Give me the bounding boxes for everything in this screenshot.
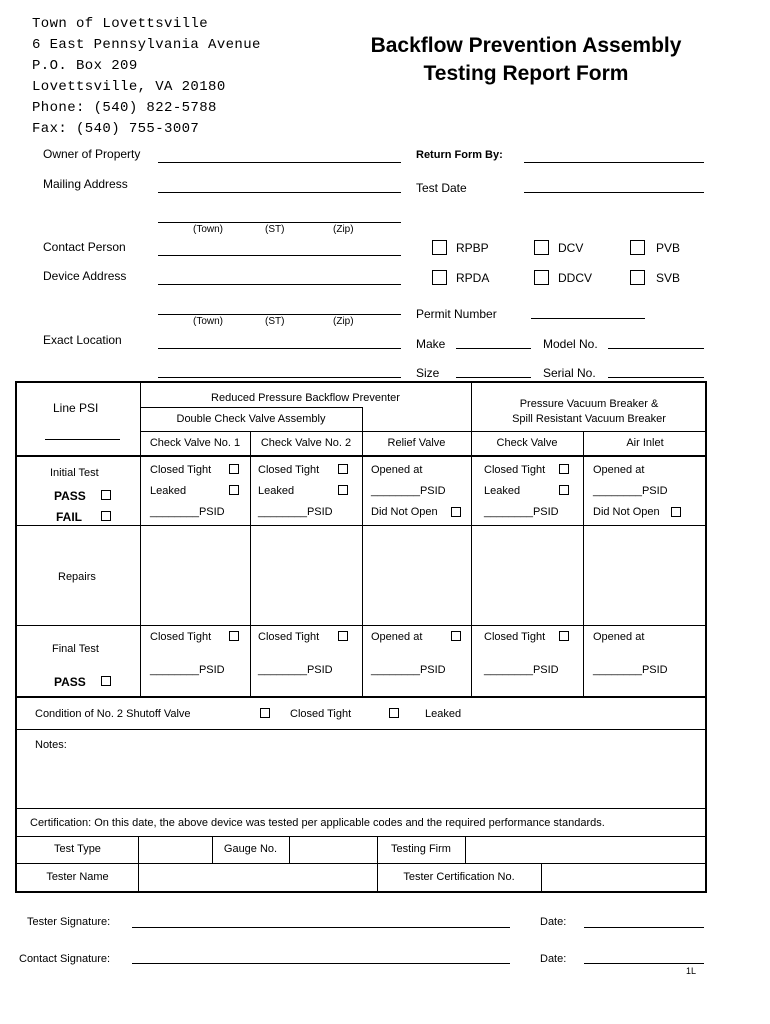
contact-person-field[interactable] (158, 255, 401, 256)
size-label: Size (416, 366, 440, 380)
divider (362, 407, 363, 696)
final-pass-label: PASS (54, 675, 86, 689)
cv1-closed-tight-label: Closed Tight (150, 464, 212, 476)
air-inlet-opened-at-label: Opened at (593, 464, 645, 476)
initial-fail-checkbox[interactable] (101, 511, 111, 521)
test-date-label: Test Date (416, 181, 467, 195)
relief-did-not-open-label: Did Not Open (371, 506, 438, 518)
divider (15, 525, 707, 526)
air-inlet-did-not-open-label: Did Not Open (593, 506, 660, 518)
pvb-cv-closed-tight-checkbox[interactable] (559, 464, 569, 474)
device-city-field[interactable] (158, 314, 401, 315)
make-label: Make (416, 337, 446, 351)
exact-location-field[interactable] (158, 348, 401, 349)
city-state-zip: Lovettsville, VA 20180 (32, 79, 226, 95)
repairs-label: Repairs (58, 571, 96, 583)
tester-name-label: Tester Name (46, 871, 109, 883)
mailing-address-label: Mailing Address (43, 177, 128, 191)
cv2-leaked-label: Leaked (258, 485, 295, 497)
phone-number: Phone: (540) 822-5788 (32, 100, 217, 116)
testing-firm-field[interactable] (466, 837, 705, 862)
rpbp-label: RPBP (456, 241, 489, 255)
divider (15, 729, 707, 730)
final-air-inlet-opened-at-label: Opened at (593, 631, 645, 643)
size-field[interactable] (456, 377, 531, 378)
dcv-checkbox[interactable] (534, 240, 549, 255)
line-psi-field[interactable] (45, 439, 120, 440)
make-field[interactable] (456, 348, 531, 349)
mailing-address-field[interactable] (158, 192, 401, 193)
cv2-closed-tight-label: Closed Tight (258, 464, 320, 476)
town-hint: (Town) (193, 224, 224, 235)
final-pvb-cv-psid: ________PSID (484, 664, 559, 676)
tester-date-label: Date: (540, 916, 567, 928)
cv1-leaked-checkbox[interactable] (229, 485, 239, 495)
relief-did-not-open-checkbox[interactable] (451, 507, 461, 517)
cv2-closed-tight-checkbox[interactable] (338, 464, 348, 474)
shutoff-condition-label: Condition of No. 2 Shutoff Valve (35, 708, 191, 720)
col-relief-valve: Relief Valve (387, 437, 446, 449)
dcv-header: Double Check Valve Assembly (176, 413, 326, 425)
initial-fail-label: FAIL (56, 510, 82, 524)
svb-checkbox[interactable] (630, 270, 645, 285)
pvb-header-1: Pressure Vacuum Breaker & (519, 398, 659, 410)
final-relief-opened-at-label: Opened at (371, 631, 423, 643)
rpda-label: RPDA (456, 271, 490, 285)
initial-test-label: Initial Test (50, 467, 99, 479)
certification-text: Certification: On this date, the above device was tested per applicable codes and the required performance standards. (30, 817, 605, 829)
test-type-label: Test Type (54, 843, 101, 855)
pvb-header-2: Spill Resistant Vacuum Breaker (512, 413, 666, 425)
town-hint: (Town) (193, 316, 224, 327)
zip-hint: (Zip) (333, 316, 354, 327)
tester-cert-field[interactable] (542, 864, 705, 891)
notes-area[interactable] (17, 752, 705, 806)
cv1-leaked-label: Leaked (150, 485, 187, 497)
permit-number-field[interactable] (531, 318, 645, 319)
col-check-valve-2: Check Valve No. 2 (260, 437, 352, 449)
tester-cert-label: Tester Certification No. (403, 871, 515, 883)
contact-date-label: Date: (540, 953, 567, 965)
pvb-cv-closed-tight-label: Closed Tight (484, 464, 546, 476)
final-pvb-cv-closed-tight-checkbox[interactable] (559, 631, 569, 641)
divider (140, 407, 362, 408)
final-cv2-closed-tight-label: Closed Tight (258, 631, 320, 643)
divider (15, 625, 707, 626)
contact-signature-field[interactable] (132, 963, 510, 964)
divider (15, 808, 707, 809)
divider (471, 381, 472, 696)
relief-psid: ________PSID (371, 485, 446, 497)
return-by-label: Return Form By: (416, 149, 503, 161)
town-name: Town of Lovettsville (32, 16, 209, 32)
model-field[interactable] (608, 348, 704, 349)
mailing-city-field[interactable] (158, 222, 401, 223)
tester-signature-label: Tester Signature: (27, 916, 111, 928)
contact-date-field[interactable] (584, 963, 704, 964)
tester-date-field[interactable] (584, 927, 704, 928)
col-check-valve-1: Check Valve No. 1 (149, 437, 241, 449)
col-check-valve: Check Valve (496, 437, 558, 449)
cv1-closed-tight-checkbox[interactable] (229, 464, 239, 474)
final-cv1-closed-tight-label: Closed Tight (150, 631, 212, 643)
final-cv1-closed-tight-checkbox[interactable] (229, 631, 239, 641)
initial-pass-label: PASS (54, 489, 86, 503)
ddcv-checkbox[interactable] (534, 270, 549, 285)
tester-name-field[interactable] (139, 864, 376, 891)
dcv-label: DCV (558, 241, 584, 255)
col-air-inlet: Air Inlet (626, 437, 664, 449)
form-title-line1: Backflow Prevention Assembly (370, 34, 682, 57)
final-air-inlet-psid: ________PSID (593, 664, 668, 676)
ddcv-label: DDCV (558, 271, 593, 285)
air-inlet-psid: ________PSID (593, 485, 668, 497)
divider (250, 431, 251, 696)
final-cv1-psid: ________PSID (150, 664, 225, 676)
tester-signature-field[interactable] (132, 927, 510, 928)
exact-location-label: Exact Location (43, 333, 122, 347)
owner-label: Owner of Property (43, 147, 141, 161)
final-cv2-psid: ________PSID (258, 664, 333, 676)
divider (140, 431, 707, 432)
rpda-checkbox[interactable] (432, 270, 447, 285)
notes-label: Notes: (35, 739, 67, 751)
street-address: 6 East Pennsylvania Avenue (32, 37, 261, 53)
rpbp-header: Reduced Pressure Backflow Preventer (211, 392, 400, 404)
state-hint: (ST) (265, 316, 285, 327)
relief-opened-at-label: Opened at (371, 464, 423, 476)
exact-location-field-2[interactable] (158, 377, 401, 378)
final-pvb-cv-closed-tight-label: Closed Tight (484, 631, 546, 643)
gauge-no-field[interactable] (290, 837, 376, 862)
cv2-leaked-checkbox[interactable] (338, 485, 348, 495)
test-date-field[interactable] (524, 192, 704, 193)
shutoff-closed-tight-label: Closed Tight (290, 708, 352, 720)
final-pass-checkbox[interactable] (101, 676, 111, 686)
final-relief-checkbox[interactable] (451, 631, 461, 641)
pvb-cv-psid: ________PSID (484, 506, 559, 518)
state-hint: (ST) (265, 224, 285, 235)
form-title-line2: Testing Report Form (423, 62, 629, 85)
testing-firm-label: Testing Firm (391, 843, 451, 855)
device-address-field[interactable] (158, 284, 401, 285)
model-label: Model No. (543, 337, 598, 351)
fax-number: Fax: (540) 755-3007 (32, 121, 200, 137)
test-type-field[interactable] (139, 837, 211, 862)
pvb-checkbox[interactable] (630, 240, 645, 255)
shutoff-closed-tight-checkbox[interactable] (260, 708, 270, 718)
gauge-no-label: Gauge No. (223, 843, 278, 855)
line-psi-label: Line PSI (53, 401, 99, 415)
serial-label: Serial No. (543, 366, 596, 380)
divider (583, 431, 584, 696)
svb-label: SVB (656, 271, 681, 285)
final-relief-psid: ________PSID (371, 664, 446, 676)
pvb-cv-leaked-checkbox[interactable] (559, 485, 569, 495)
device-address-label: Device Address (43, 269, 127, 283)
cv2-psid: ________PSID (258, 506, 333, 518)
shutoff-leaked-checkbox[interactable] (389, 708, 399, 718)
owner-field[interactable] (158, 162, 401, 163)
permit-number-label: Permit Number (416, 307, 497, 321)
zip-hint: (Zip) (333, 224, 354, 235)
air-inlet-did-not-open-checkbox[interactable] (671, 507, 681, 517)
pvb-label: PVB (656, 241, 681, 255)
divider (140, 381, 141, 696)
initial-pass-checkbox[interactable] (101, 490, 111, 500)
pvb-cv-leaked-label: Leaked (484, 485, 521, 497)
divider (15, 696, 707, 698)
shutoff-leaked-label: Leaked (425, 708, 462, 720)
rpbp-checkbox[interactable] (432, 240, 447, 255)
final-cv2-closed-tight-checkbox[interactable] (338, 631, 348, 641)
final-test-label: Final Test (52, 643, 99, 655)
divider (15, 455, 707, 457)
contact-signature-label: Contact Signature: (19, 953, 111, 965)
return-by-field[interactable] (524, 162, 704, 163)
contact-person-label: Contact Person (43, 240, 126, 254)
serial-field[interactable] (608, 377, 704, 378)
page-code: 1L (686, 966, 697, 976)
po-box: P.O. Box 209 (32, 58, 138, 74)
cv1-psid: ________PSID (150, 506, 225, 518)
